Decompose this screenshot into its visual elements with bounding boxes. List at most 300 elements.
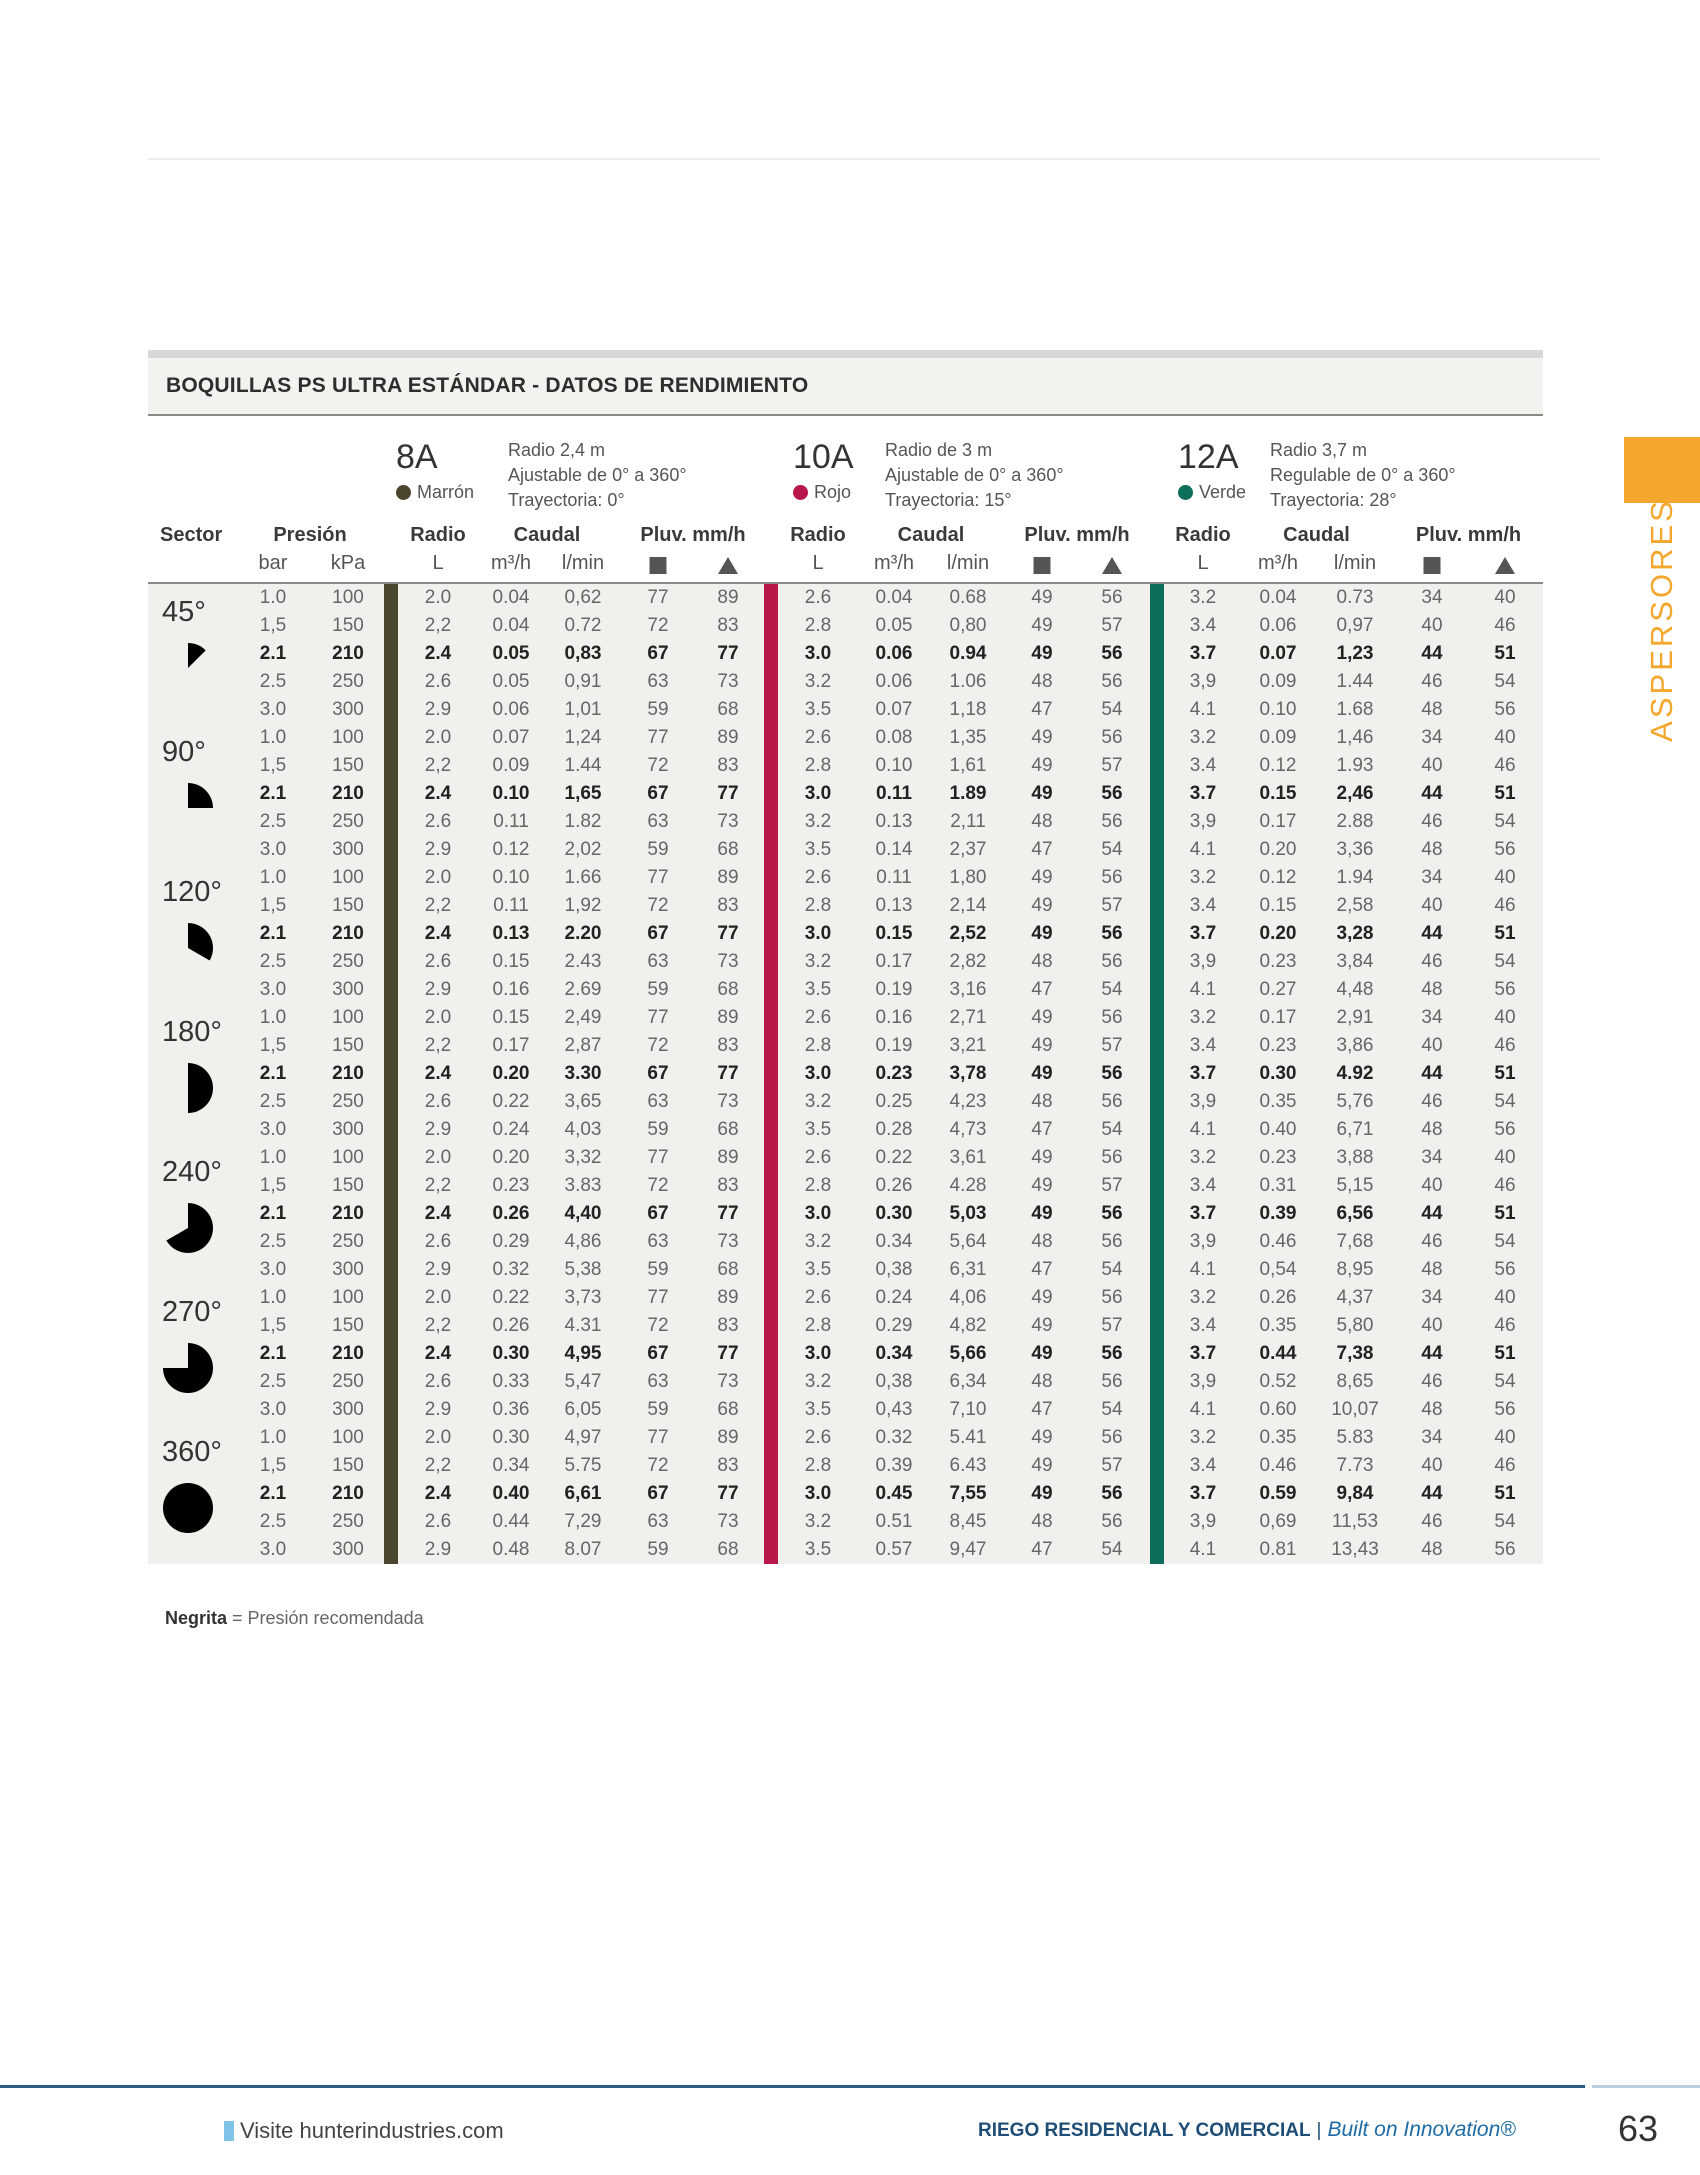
radius-cell: 3.5 — [804, 1119, 832, 1140]
precip-triangle-cell: 56 — [1101, 923, 1123, 944]
pressure-kpa-cell: 300 — [332, 979, 364, 1000]
precip-triangle-cell: 56 — [1101, 951, 1123, 972]
flow-header: Caudal — [513, 524, 581, 546]
precip-triangle-cell: 51 — [1494, 1343, 1516, 1364]
precip-triangle-cell: 77 — [717, 783, 739, 804]
flow-lmin-cell: 7,29 — [564, 1511, 602, 1532]
pressure-kpa-cell: 100 — [332, 587, 364, 608]
flow-m3h-cell: 0.15 — [1259, 783, 1297, 804]
flow-lmin-cell: 4,86 — [564, 1231, 602, 1252]
triangle-spacing-icon — [1102, 552, 1122, 580]
flow-m3h-cell: 0.15 — [1259, 895, 1297, 916]
table-row — [148, 836, 1543, 864]
precip-triangle-cell: 40 — [1494, 1147, 1516, 1168]
precip-triangle-cell: 54 — [1101, 1399, 1123, 1420]
flow-lmin-cell: 0.72 — [564, 615, 602, 636]
nozzle-spec-line: Regulable de 0° a 360° — [1270, 465, 1456, 485]
table-row — [148, 1032, 1543, 1060]
pressure-bar-cell: 3.0 — [259, 979, 287, 1000]
flow-lmin-cell: 2,58 — [1336, 895, 1374, 916]
pressure-bar-cell: 1,5 — [259, 615, 287, 636]
precip-triangle-cell: 83 — [717, 1315, 739, 1336]
precip-triangle-cell: 46 — [1494, 1315, 1516, 1336]
precip-square-cell: 44 — [1421, 923, 1443, 944]
pressure-kpa-cell: 210 — [332, 1483, 364, 1504]
table-row — [148, 1396, 1543, 1424]
flow-lmin-cell: 1,01 — [564, 699, 602, 720]
precip-square-cell: 59 — [647, 1399, 669, 1420]
pressure-kpa-cell: 150 — [332, 1315, 364, 1336]
flow-lmin-cell: 0,80 — [949, 615, 987, 636]
flow-lmin-cell: 3,36 — [1336, 839, 1374, 860]
precip-triangle-cell: 83 — [717, 1455, 739, 1476]
precip-square-cell: 77 — [647, 867, 669, 888]
lmin-unit: l/min — [561, 552, 605, 574]
flow-lmin-cell: 1.06 — [949, 671, 987, 692]
flow-m3h-cell: 0.24 — [875, 1287, 913, 1308]
flow-lmin-cell: 1,18 — [949, 699, 987, 720]
radius-cell: 3.5 — [804, 699, 832, 720]
precip-triangle-cell: 56 — [1101, 1231, 1123, 1252]
precip-square-cell: 40 — [1421, 1035, 1443, 1056]
flow-m3h-cell: 0.26 — [492, 1315, 530, 1336]
pressure-bar-cell: 1.0 — [259, 1287, 287, 1308]
radius-cell: 3,9 — [1189, 671, 1217, 692]
radius-cell: 2.6 — [424, 1231, 452, 1252]
flow-m3h-cell: 0.23 — [492, 1175, 530, 1196]
unit-header-row — [148, 552, 1543, 584]
pressure-kpa-cell: 210 — [332, 923, 364, 944]
radius-cell: 2.6 — [804, 1287, 832, 1308]
radius-cell: 2.0 — [424, 1427, 452, 1448]
flow-lmin-cell: 5,64 — [949, 1231, 987, 1252]
precip-triangle-cell: 54 — [1494, 811, 1516, 832]
precip-square-cell: 67 — [647, 923, 669, 944]
flow-lmin-cell: 5,66 — [949, 1343, 987, 1364]
pressure-bar-cell: 3.0 — [259, 839, 287, 860]
precip-triangle-cell: 56 — [1101, 643, 1123, 664]
precip-triangle-cell: 54 — [1494, 1371, 1516, 1392]
radius-cell: 2.6 — [424, 1511, 452, 1532]
table-row — [148, 1088, 1543, 1116]
flow-m3h-cell: 0.31 — [1259, 1175, 1297, 1196]
precip-square-cell: 47 — [1031, 1539, 1053, 1560]
flow-m3h-cell: 0.46 — [1259, 1455, 1297, 1476]
flow-lmin-cell: 2,11 — [950, 811, 986, 832]
precip-square-cell: 34 — [1421, 1007, 1443, 1028]
precip-triangle-cell: 40 — [1494, 587, 1516, 608]
pressure-bar-cell: 2.1 — [259, 1343, 287, 1364]
flow-m3h-cell: 0.15 — [875, 923, 913, 944]
radius-cell: 2.8 — [804, 755, 832, 776]
precip-square-cell: 63 — [647, 1231, 669, 1252]
radius-cell: 3,9 — [1189, 1231, 1217, 1252]
table-row — [148, 1144, 1543, 1172]
flow-m3h-cell: 0.23 — [1259, 1035, 1297, 1056]
flow-m3h-cell: 0.24 — [492, 1119, 530, 1140]
flow-m3h-cell: 0.11 — [876, 783, 912, 804]
radius-cell: 2.8 — [804, 1175, 832, 1196]
flow-m3h-cell: 0.13 — [492, 923, 530, 944]
radius-cell: 2.4 — [424, 1343, 452, 1364]
radius-cell: 3.5 — [804, 1399, 832, 1420]
precip-square-cell: 67 — [647, 643, 669, 664]
precip-square-cell: 48 — [1031, 671, 1053, 692]
pressure-bar-cell: 1.0 — [259, 1427, 287, 1448]
flow-m3h-cell: 0.22 — [492, 1287, 530, 1308]
precip-triangle-cell: 89 — [717, 1147, 739, 1168]
radius-cell: 3.5 — [804, 839, 832, 860]
flow-lmin-cell: 2,49 — [564, 1007, 602, 1028]
precip-header: Pluv. mm/h — [1024, 524, 1130, 546]
pressure-bar-cell: 2.1 — [259, 1483, 287, 1504]
precip-triangle-cell: 89 — [717, 867, 739, 888]
square-spacing-icon — [1034, 552, 1051, 580]
precip-square-cell: 48 — [1421, 1119, 1443, 1140]
triangle-icon — [1495, 557, 1515, 574]
flow-lmin-cell: 2,37 — [949, 839, 987, 860]
flow-lmin-cell: 6,05 — [564, 1399, 602, 1420]
radius-cell: 2.9 — [424, 1259, 452, 1280]
precip-triangle-cell: 46 — [1494, 895, 1516, 916]
sector-group-360 — [148, 1424, 1543, 1564]
radius-cell: 3.2 — [1189, 1427, 1217, 1448]
sector-group-180 — [148, 1004, 1543, 1144]
pressure-bar-cell: 3.0 — [259, 699, 287, 720]
precip-triangle-cell: 56 — [1494, 699, 1516, 720]
precip-square-cell: 63 — [647, 1091, 669, 1112]
pressure-kpa-cell: 100 — [332, 867, 364, 888]
flow-lmin-cell: 0.68 — [949, 587, 987, 608]
precip-square-cell: 49 — [1031, 643, 1053, 664]
table-row — [148, 1256, 1543, 1284]
precip-triangle-cell: 56 — [1101, 727, 1123, 748]
radius-cell: 3,9 — [1189, 811, 1217, 832]
triangle-icon — [718, 557, 738, 574]
footer-rule — [0, 2085, 1585, 2088]
table-row — [148, 1116, 1543, 1144]
flow-lmin-cell: 4,06 — [949, 1287, 987, 1308]
precip-triangle-cell: 56 — [1494, 1259, 1516, 1280]
precip-triangle-cell: 54 — [1494, 1091, 1516, 1112]
precip-triangle-cell: 89 — [717, 1287, 739, 1308]
precip-square-cell: 49 — [1031, 615, 1053, 636]
precip-square-cell: 48 — [1421, 1539, 1443, 1560]
pressure-kpa-cell: 150 — [332, 1455, 364, 1476]
radius-cell: 2.6 — [424, 671, 452, 692]
color-dot-icon — [396, 485, 411, 500]
pressure-bar-cell: 3.0 — [259, 1259, 287, 1280]
flow-m3h-cell: 0.10 — [1259, 699, 1297, 720]
radius-cell: 2.8 — [804, 1315, 832, 1336]
precip-square-cell: 72 — [647, 1175, 669, 1196]
radius-cell: 2.9 — [424, 1539, 452, 1560]
page-number: 63 — [1618, 2108, 1659, 2149]
radius-cell: 2,2 — [424, 1455, 452, 1476]
precip-square-cell: 46 — [1421, 811, 1443, 832]
sector-label: 270° — [162, 1296, 222, 1328]
radius-cell: 3.2 — [804, 1231, 832, 1252]
color-dot-icon — [793, 485, 808, 500]
pressure-bar-cell: 2.5 — [259, 951, 287, 972]
precip-square-cell: 49 — [1031, 895, 1053, 916]
flow-lmin-cell: 4.92 — [1336, 1063, 1374, 1084]
sector-group-120 — [148, 864, 1543, 1004]
flow-m3h-cell: 0.59 — [1259, 1483, 1297, 1504]
footer-rule-accent — [1592, 2085, 1700, 2088]
pressure-kpa-cell: 210 — [332, 783, 364, 804]
pressure-kpa-cell: 100 — [332, 1007, 364, 1028]
flow-lmin-cell: 8,65 — [1336, 1371, 1374, 1392]
precip-square-cell: 63 — [647, 951, 669, 972]
flow-m3h-cell: 0.06 — [875, 643, 913, 664]
precip-triangle-cell: 56 — [1494, 979, 1516, 1000]
legend-note-text: = Presión recomendada — [227, 1608, 424, 1628]
radius-cell: 3,9 — [1189, 1371, 1217, 1392]
precip-square-cell: 46 — [1421, 951, 1443, 972]
flow-m3h-cell: 0.19 — [875, 979, 913, 1000]
flow-lmin-cell: 8,45 — [949, 1511, 987, 1532]
precip-triangle-cell: 56 — [1101, 811, 1123, 832]
precip-square-cell: 77 — [647, 1007, 669, 1028]
flow-m3h-cell: 0.29 — [492, 1231, 530, 1252]
nozzle-specs — [1270, 438, 1456, 513]
pressure-kpa-cell: 100 — [332, 1287, 364, 1308]
precip-square-cell: 44 — [1421, 1063, 1443, 1084]
flow-m3h-cell: 0.22 — [875, 1147, 913, 1168]
table-row — [148, 808, 1543, 836]
precip-triangle-cell: 73 — [717, 811, 739, 832]
precip-square-cell: 44 — [1421, 1483, 1443, 1504]
precip-square-cell: 46 — [1421, 1231, 1443, 1252]
pressure-kpa-cell: 210 — [332, 1203, 364, 1224]
flow-m3h-cell: 0.11 — [493, 811, 529, 832]
pressure-kpa-cell: 250 — [332, 1091, 364, 1112]
radius-cell: 3.4 — [1189, 1175, 1217, 1196]
flow-m3h-cell: 0.23 — [1259, 1147, 1297, 1168]
precip-square-cell: 49 — [1031, 1483, 1053, 1504]
precip-square-cell: 46 — [1421, 1091, 1443, 1112]
precip-triangle-cell: 68 — [717, 699, 739, 720]
precip-square-cell: 59 — [647, 1539, 669, 1560]
precip-square-cell: 48 — [1031, 1091, 1053, 1112]
precip-triangle-cell: 56 — [1494, 1539, 1516, 1560]
precip-triangle-cell: 40 — [1494, 727, 1516, 748]
flow-lmin-cell: 3,73 — [564, 1287, 602, 1308]
flow-lmin-cell: 5,47 — [564, 1371, 602, 1392]
precip-triangle-cell: 68 — [717, 1119, 739, 1140]
column-header-row — [148, 524, 1543, 552]
precip-triangle-cell: 56 — [1494, 1399, 1516, 1420]
radius-cell: 3.7 — [1189, 1343, 1217, 1364]
radius-cell: 3.4 — [1189, 1315, 1217, 1336]
flow-lmin-cell: 1.44 — [1336, 671, 1374, 692]
flow-lmin-cell: 0,62 — [564, 587, 602, 608]
radius-cell: 2.4 — [424, 1063, 452, 1084]
radius-cell: 3.2 — [1189, 1007, 1217, 1028]
flow-m3h-cell: 0.34 — [875, 1343, 913, 1364]
precip-square-cell: 77 — [647, 1287, 669, 1308]
radius-cell: 3.2 — [1189, 867, 1217, 888]
nozzle-spec-line: Ajustable de 0° a 360° — [508, 465, 687, 485]
precip-square-cell: 77 — [647, 727, 669, 748]
flow-lmin-cell: 5,38 — [564, 1259, 602, 1280]
precip-square-cell: 44 — [1421, 1343, 1443, 1364]
precip-square-cell: 40 — [1421, 1175, 1443, 1196]
flow-lmin-cell: 6,61 — [564, 1483, 602, 1504]
precip-triangle-cell: 89 — [717, 587, 739, 608]
precip-triangle-cell: 51 — [1494, 1483, 1516, 1504]
pressure-bar-cell: 2.1 — [259, 643, 287, 664]
precip-triangle-cell: 56 — [1101, 867, 1123, 888]
flow-lmin-cell: 1.94 — [1336, 867, 1374, 888]
flow-m3h-cell: 0.44 — [1259, 1343, 1297, 1364]
precip-triangle-cell: 40 — [1494, 1007, 1516, 1028]
square-spacing-icon — [1424, 552, 1441, 580]
precip-square-cell: 34 — [1421, 867, 1443, 888]
pressure-kpa-cell: 150 — [332, 615, 364, 636]
flow-lmin-cell: 4.31 — [564, 1315, 602, 1336]
precip-square-cell: 49 — [1031, 1343, 1053, 1364]
radius-cell: 2,2 — [424, 1035, 452, 1056]
table-row — [148, 892, 1543, 920]
precip-square-cell: 59 — [647, 839, 669, 860]
precip-square-cell: 67 — [647, 1343, 669, 1364]
flow-lmin-cell: 2,87 — [564, 1035, 602, 1056]
flow-lmin-cell: 1,61 — [949, 755, 987, 776]
radius-header: Radio — [1175, 524, 1231, 546]
flow-lmin-cell: 2.20 — [564, 923, 602, 944]
flow-m3h-cell: 0.07 — [492, 727, 530, 748]
nozzle-spec-line: Ajustable de 0° a 360° — [885, 465, 1064, 485]
radius-cell: 2.9 — [424, 699, 452, 720]
flow-m3h-cell: 0.20 — [1259, 923, 1297, 944]
nozzle-color-name: Rojo — [814, 482, 852, 502]
table-row — [148, 640, 1543, 668]
pressure-bar-cell: 1,5 — [259, 1175, 287, 1196]
precip-square-cell: 47 — [1031, 699, 1053, 720]
precip-square-cell: 63 — [647, 1371, 669, 1392]
precip-triangle-cell: 56 — [1494, 839, 1516, 860]
flow-m3h-cell: 0.60 — [1259, 1399, 1297, 1420]
radius-cell: 3.0 — [804, 1483, 832, 1504]
precip-square-cell: 49 — [1031, 1175, 1053, 1196]
flow-m3h-cell: 0.13 — [875, 895, 913, 916]
pressure-kpa-cell: 300 — [332, 1119, 364, 1140]
radius-cell: 2.0 — [424, 1147, 452, 1168]
flow-m3h-cell: 0.35 — [1259, 1427, 1297, 1448]
pressure-kpa-cell: 250 — [332, 1371, 364, 1392]
pressure-bar-cell: 1.0 — [259, 1147, 287, 1168]
table-title: BOQUILLAS PS ULTRA ESTÁNDAR - DATOS DE RENDIMIENTO — [166, 374, 809, 397]
table-row — [148, 1284, 1543, 1312]
square-icon — [1424, 557, 1441, 574]
table-row — [148, 668, 1543, 696]
triangle-spacing-icon — [1495, 552, 1515, 580]
precip-square-cell: 63 — [647, 811, 669, 832]
table-row — [148, 780, 1543, 808]
flow-lmin-cell: 3,16 — [949, 979, 987, 1000]
precip-triangle-cell: 56 — [1101, 1007, 1123, 1028]
precip-triangle-cell: 46 — [1494, 1175, 1516, 1196]
precip-triangle-cell: 57 — [1101, 755, 1123, 776]
flow-m3h-cell: 0,43 — [875, 1399, 913, 1420]
flow-m3h-cell: 0.10 — [492, 867, 530, 888]
footer-tagline: Built on Innovation® — [1327, 2118, 1516, 2141]
flow-m3h-cell: 0.26 — [492, 1203, 530, 1224]
square-spacing-icon — [650, 552, 667, 580]
table-row — [148, 1452, 1543, 1480]
precip-triangle-cell: 46 — [1494, 615, 1516, 636]
precip-triangle-cell: 57 — [1101, 1035, 1123, 1056]
flow-lmin-cell: 3.30 — [564, 1063, 602, 1084]
section-tab — [1624, 437, 1700, 503]
precip-square-cell: 49 — [1031, 867, 1053, 888]
precip-triangle-cell: 56 — [1101, 1091, 1123, 1112]
flow-m3h-cell: 0.06 — [875, 671, 913, 692]
radius-cell: 2.6 — [804, 867, 832, 888]
precip-square-cell: 59 — [647, 1119, 669, 1140]
pressure-kpa-cell: 250 — [332, 951, 364, 972]
precip-triangle-cell: 89 — [717, 727, 739, 748]
nozzle-color — [396, 482, 474, 503]
nozzle-spec-line: Radio de 3 m — [885, 440, 993, 460]
precip-triangle-cell: 68 — [717, 1259, 739, 1280]
precip-triangle-cell: 56 — [1101, 1287, 1123, 1308]
flow-lmin-cell: 5.83 — [1336, 1427, 1374, 1448]
precip-square-cell: 47 — [1031, 1119, 1053, 1140]
flow-lmin-cell: 2,71 — [949, 1007, 987, 1028]
m3h-unit: m³/h — [491, 552, 531, 574]
flow-m3h-cell: 0.20 — [492, 1063, 530, 1084]
nozzle-spec-line: Trayectoria: 0° — [508, 490, 625, 510]
footer-segment: RIEGO RESIDENCIAL Y COMERCIAL — [978, 2120, 1311, 2141]
pressure-kpa-cell: 300 — [332, 1399, 364, 1420]
flow-lmin-cell: 8.07 — [564, 1539, 602, 1560]
flow-lmin-cell: 9,84 — [1336, 1483, 1374, 1504]
flow-m3h-cell: 0.40 — [1259, 1119, 1297, 1140]
precip-square-cell: 77 — [647, 587, 669, 608]
flow-lmin-cell: 3,65 — [564, 1091, 602, 1112]
table-row — [148, 1424, 1543, 1452]
flow-lmin-cell: 3,21 — [949, 1035, 987, 1056]
flow-lmin-cell: 10,07 — [1331, 1399, 1379, 1420]
precip-square-cell: 72 — [647, 615, 669, 636]
flow-lmin-cell: 2.43 — [564, 951, 602, 972]
precip-triangle-cell: 54 — [1101, 699, 1123, 720]
flow-lmin-cell: 1.93 — [1336, 755, 1374, 776]
flow-m3h-cell: 0.35 — [1259, 1091, 1297, 1112]
flow-m3h-cell: 0.39 — [875, 1455, 913, 1476]
radius-cell: 2.0 — [424, 867, 452, 888]
radius-cell: 3.4 — [1189, 1035, 1217, 1056]
radius-cell: 3.0 — [804, 643, 832, 664]
pressure-kpa-cell: 250 — [332, 671, 364, 692]
flow-m3h-cell: 0.19 — [875, 1035, 913, 1056]
radius-cell: 3,9 — [1189, 1091, 1217, 1112]
m3h-unit: m³/h — [874, 552, 914, 574]
precip-square-cell: 49 — [1031, 923, 1053, 944]
precip-triangle-cell: 56 — [1101, 1483, 1123, 1504]
radius-cell: 3.4 — [1189, 755, 1217, 776]
flow-m3h-cell: 0.13 — [875, 811, 913, 832]
radius-cell: 2.8 — [804, 615, 832, 636]
radius-cell: 3.2 — [804, 951, 832, 972]
precip-header: Pluv. mm/h — [1415, 524, 1522, 546]
radius-cell: 3.2 — [1189, 1147, 1217, 1168]
precip-triangle-cell: 73 — [717, 1511, 739, 1532]
table-row — [148, 976, 1543, 1004]
